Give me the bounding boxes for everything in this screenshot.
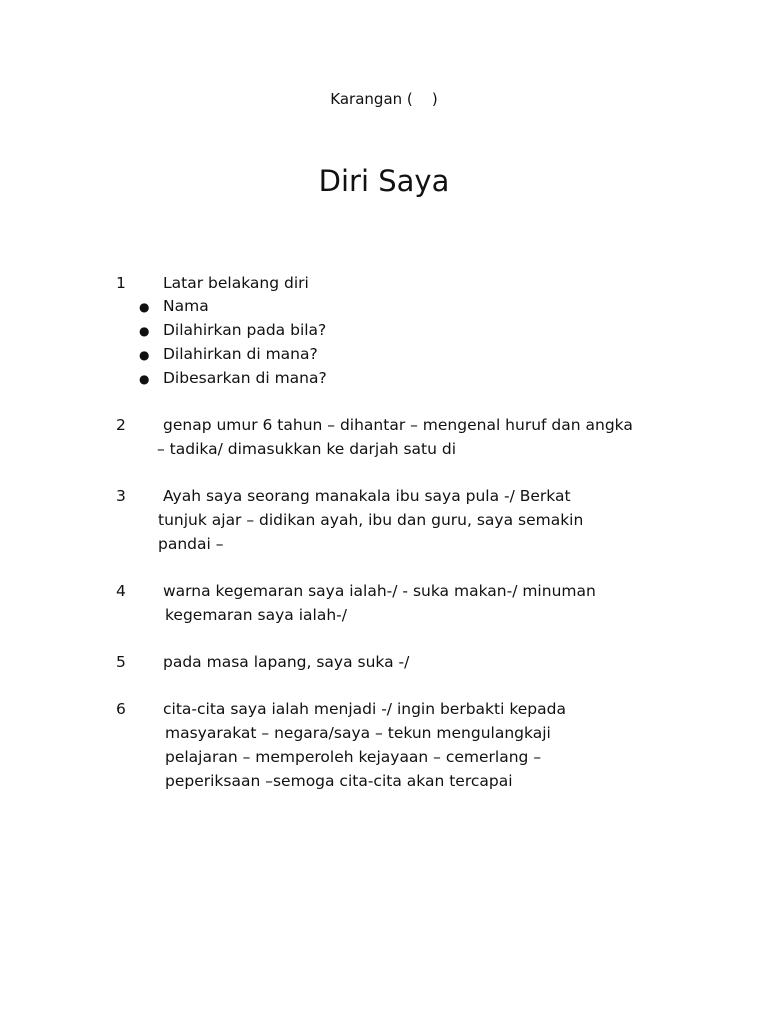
section-number: 3 bbox=[116, 487, 126, 505]
section-line: warna kegemaran saya ialah-/ - suka makan-/ minuman bbox=[163, 582, 596, 600]
section-line: pandai – bbox=[158, 535, 224, 553]
section-line: Ayah saya seorang manakala ibu saya pula -/ Berkat bbox=[163, 487, 571, 505]
section-line: pada masa lapang, saya suka -/ bbox=[163, 653, 410, 671]
list-item: Dibesarkan di mana? bbox=[163, 369, 327, 387]
bullet-icon: ● bbox=[139, 348, 150, 362]
section-line: kegemaran saya ialah-/ bbox=[165, 606, 347, 624]
section-number: 2 bbox=[116, 416, 126, 434]
essay-label: Karangan ( ) bbox=[330, 90, 438, 108]
list-item: Dilahirkan di mana? bbox=[163, 345, 318, 363]
section-number: 1 bbox=[116, 274, 126, 292]
section-number: 5 bbox=[116, 653, 126, 671]
bullet-icon: ● bbox=[139, 372, 150, 386]
section-line: tunjuk ajar – didikan ayah, ibu dan guru, saya semakin bbox=[158, 511, 584, 529]
section-line: peperiksaan –semoga cita-cita akan tercapai bbox=[165, 772, 513, 790]
section-line: pelajaran – memperoleh kejayaan – cemerlang – bbox=[165, 748, 542, 766]
section-line: masyarakat – negara/saya – tekun mengulangkaji bbox=[165, 724, 551, 742]
section-line: – tadika/ dimasukkan ke darjah satu di bbox=[157, 440, 457, 458]
page-title: Diri Saya bbox=[318, 164, 450, 198]
section-line: genap umur 6 tahun – dihantar – mengenal huruf dan angka bbox=[163, 416, 633, 434]
section-line: Latar belakang diri bbox=[163, 274, 309, 292]
section-number: 4 bbox=[116, 582, 126, 600]
section-number: 6 bbox=[116, 700, 126, 718]
list-item: Dilahirkan pada bila? bbox=[163, 321, 327, 339]
section-line: cita-cita saya ialah menjadi -/ ingin berbakti kepada bbox=[163, 700, 566, 718]
bullet-icon: ● bbox=[139, 324, 150, 338]
bullet-icon: ● bbox=[139, 300, 150, 314]
list-item: Nama bbox=[163, 297, 209, 315]
